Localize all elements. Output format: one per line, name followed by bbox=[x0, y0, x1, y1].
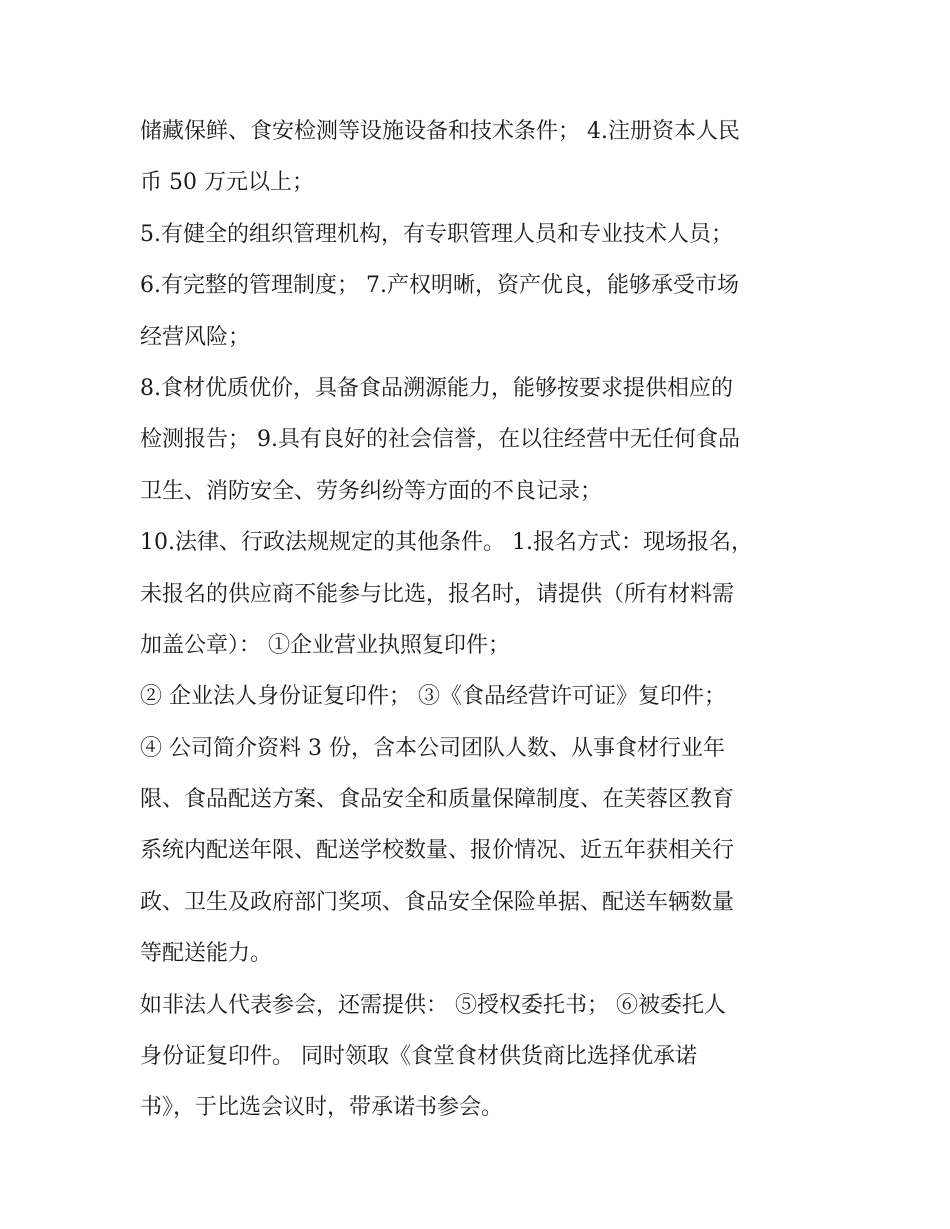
text-line: 8.食材优质优价，具备食品溯源能力，能够按要求提供相应的 bbox=[140, 375, 733, 401]
text-line: 加盖公章）： ①企业营业执照复印件； bbox=[140, 632, 510, 658]
text-line: 书》，于比选会议时，带承诺书参会。 bbox=[140, 1095, 504, 1121]
text-line: 检测报告； 9.具有良好的社会信誉，在以往经营中无任何食品 bbox=[140, 427, 740, 453]
text-line: 身份证复印件。 同时领取《食堂食材供货商比选择优承诺 bbox=[140, 1044, 697, 1070]
text-line: 币 50 万元以上； bbox=[140, 170, 314, 196]
text-line: 系统内配送年限、配送学校数量、报价情况、近五年获相关行 bbox=[140, 838, 735, 864]
text-line: 6.有完整的管理制度； 7.产权明晰，资产优良，能够承受市场 bbox=[140, 273, 739, 299]
text-line: 未报名的供应商不能参与比选，报名时，请提供（所有材料需 bbox=[140, 581, 735, 607]
text-line: 等配送能力。 bbox=[140, 941, 273, 967]
text-line: 5.有健全的组织管理机构，有专职管理人员和专业技术人员； bbox=[140, 221, 733, 247]
text-line: 政、卫生及政府部门奖项、食品安全保险单据、配送车辆数量 bbox=[140, 889, 735, 915]
text-line: 如非法人代表参会，还需提供： ⑤授权委托书； ⑥被委托人 bbox=[140, 992, 726, 1018]
text-line: 10.法律、行政法规规定的其他条件。 1.报名方式：现场报名， bbox=[140, 530, 753, 556]
text-line: 卫生、消防安全、劳务纠纷等方面的不良记录； bbox=[140, 478, 603, 504]
text-line: 储藏保鲜、食安检测等设施设备和技术条件； 4.注册资本人民 bbox=[140, 119, 740, 144]
text-line: ④ 公司简介资料 3 份，含本公司团队人数、从事食材行业年 bbox=[140, 735, 725, 761]
body-text bbox=[140, 106, 830, 1134]
text-line: 限、食品配送方案、食品安全和质量保障制度、在芙蓉区教育 bbox=[140, 787, 735, 813]
text-line: 经营风险； bbox=[140, 324, 251, 350]
text-line: ② 企业法人身份证复印件； ③《食品经营许可证》复印件； bbox=[140, 684, 726, 710]
